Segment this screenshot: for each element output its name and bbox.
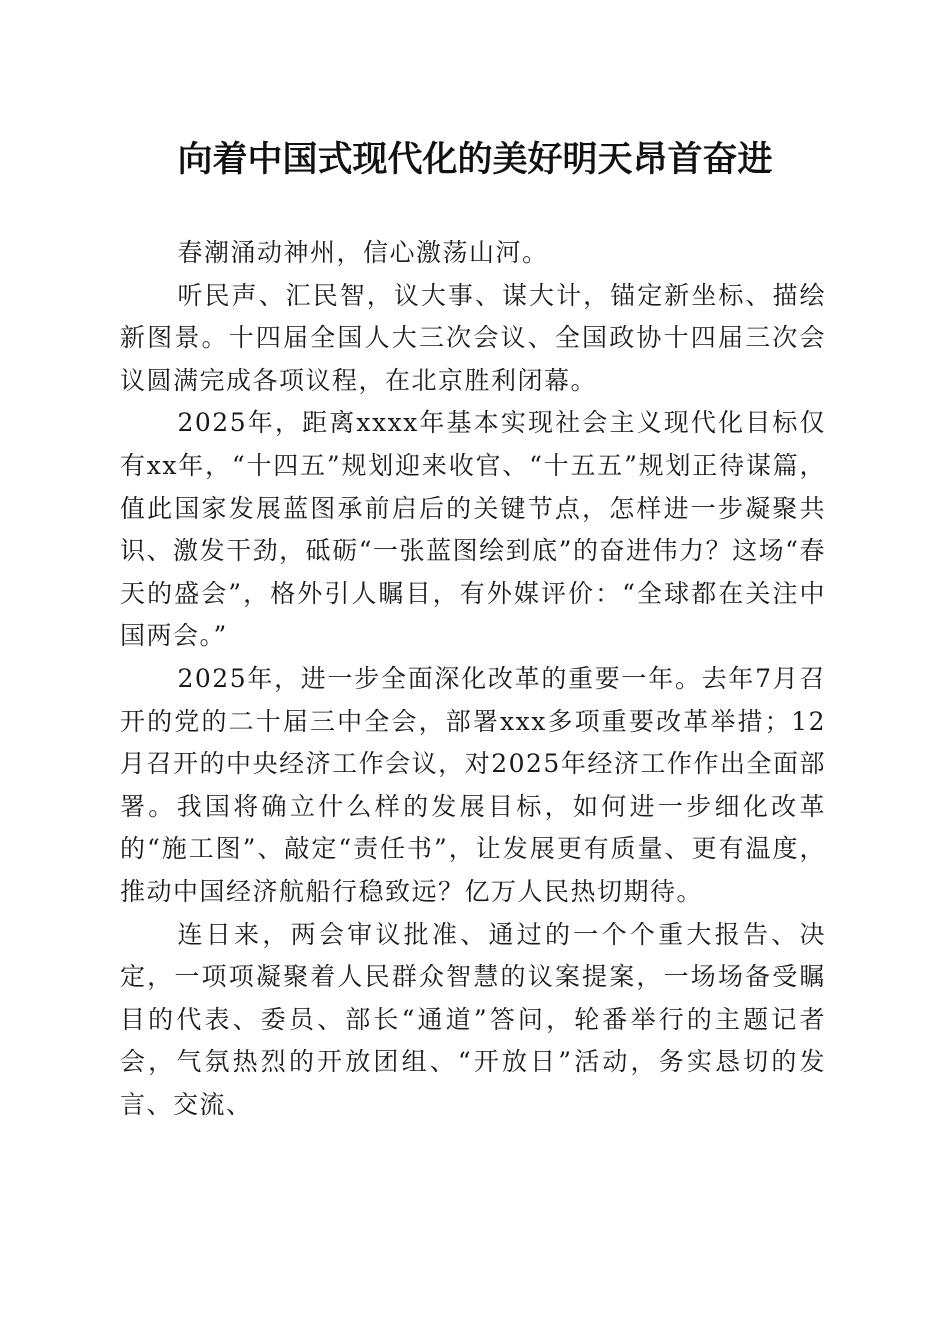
document-body [120, 232, 826, 1126]
document-title: 向着中国式现代化的美好明天昂首奋进 [177, 139, 773, 180]
paragraph: 春潮涌动神州，信心激荡山河。 [177, 238, 549, 267]
paragraph: 2025年，距离xxxx年基本实现社会主义现代化目标仅有xx年，“十四五”规划迎来收官、“十五五”规划正待谋篇，值此国家发展蓝图承前启后的关键节点，怎样进一步凝聚共识、激发干劲，砥砺“一张蓝图绘到底”的奋进伟力？这场“春天的盛会”，格外引人瞩目，有外媒评价：“全球都在关注中国两会。” [120, 408, 826, 651]
paragraph: 听民声、汇民智，议大事、谋大计，锚定新坐标、描绘新图景。十四届全国人大三次会议、全国政协十四届三次会议圆满完成各项议程，在北京胜利闭幕。 [120, 280, 826, 395]
paragraph: 连日来，两会审议批准、通过的一个个重大报告、决定，一项项凝聚着人民群众智慧的议案提案，一场场备受瞩目的代表、委员、部长“通道”答问，轮番举行的主题记者会，气氛热烈的开放团组、“开放日”活动，务实恳切的发言、交流、 [120, 919, 826, 1119]
paragraph: 2025年，进一步全面深化改革的重要一年。去年7月召开的党的二十届三中全会，部署xxx多项重要改革举措；12月召开的中央经济工作会议，对2025年经济工作作出全面部署。我国将确立什么样的发展目标，如何进一步细化改革的“施工图”、敲定“责任书”，让发展更有质量、更有温度，推动中国经济航船行稳致远？亿万人民热切期待。 [120, 663, 826, 906]
